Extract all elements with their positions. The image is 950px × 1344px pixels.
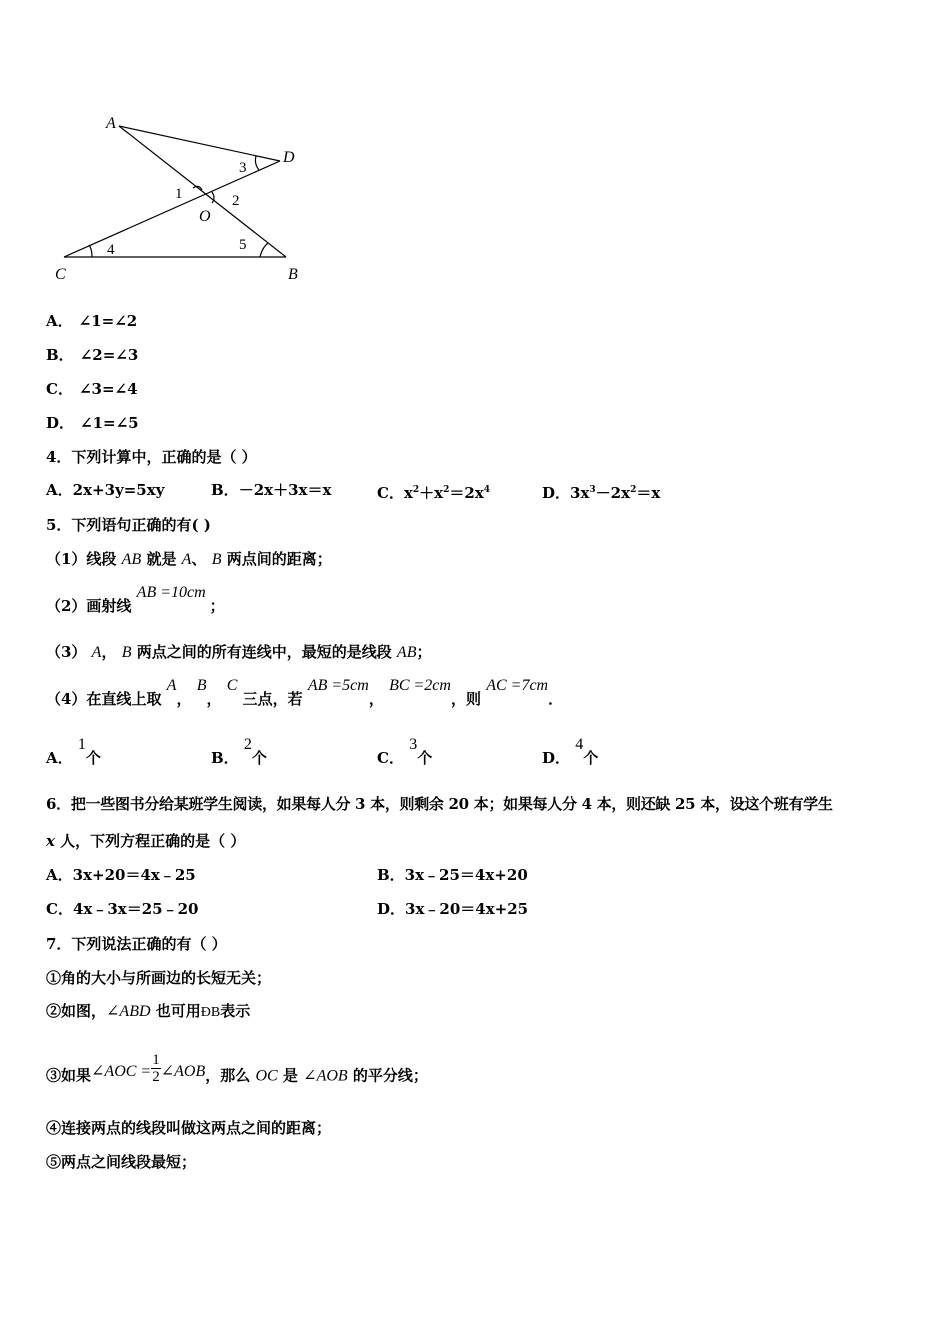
q6-stem-line-2: x 人，下列方程正确的是（ ） [46, 832, 246, 850]
q3-option-d: D． ∠1=∠5 [46, 414, 139, 432]
q7-statement-2: ②如图，∠ABD 也可用ÐB表示 [46, 1002, 251, 1020]
arc-angle-5 [260, 243, 268, 257]
label-o: O [199, 208, 211, 225]
segment-ab [119, 126, 286, 257]
arc-angle-2 [212, 192, 214, 203]
q6-option-c: C．4x﹣3x＝25﹣20 [46, 900, 199, 918]
label-angle-2: 2 [232, 193, 240, 209]
label-a: A [106, 115, 116, 132]
q6-options-row-1 [46, 865, 906, 887]
q5-statement-4: （4）在直线上取 A， B， C 三点，若 AB =5cm， BC =2cm，则 AC =7cm． [46, 677, 564, 708]
label-d: D [283, 149, 295, 166]
q6-option-b: B．3x﹣25＝4x+20 [377, 866, 528, 884]
q3-option-b: B． ∠2=∠3 [46, 346, 139, 364]
fraction-one-half: $\frac{1}{2}$ [152, 1052, 160, 1085]
q5-stem: 5．下列语句正确的有( ) [46, 516, 211, 534]
q6-option-a: A．3x+20＝4x﹣25 [46, 866, 196, 884]
q4-option-a: A．2x+3y=5xy [46, 481, 165, 499]
geometry-figure [0, 0, 950, 300]
q5-options [46, 736, 906, 770]
q3-option-a: A． ∠1=∠2 [46, 312, 138, 330]
q6-options-row-2 [46, 899, 906, 921]
label-angle-5: 5 [239, 237, 247, 253]
q5-statement-3: （3） A， B 两点之间的所有连线中，最短的是线段 AB； [46, 643, 432, 661]
segment-cd [64, 161, 280, 257]
q5-statement-2: （2）画射线 AB =10cm； [46, 584, 225, 615]
q7-statement-1: ①角的大小与所画边的长短无关； [46, 969, 272, 987]
arc-angle-3 [255, 156, 259, 170]
q6-option-d: D．3x﹣20＝4x+25 [377, 900, 529, 918]
q4-options [46, 480, 906, 502]
q4-stem: 4．下列计算中，正确的是（ ） [46, 448, 257, 466]
q4-option-c: C．$x^2+x^2=2x^4$ [377, 484, 491, 502]
q4-option-b: B．－2x＋3x＝x [211, 481, 332, 499]
q6-stem-line-1: 6．把一些图书分给某班学生阅读，如果每人分 3 本，则剩余 20 本；如果每人分 4 本，则还缺 25 本，设这个班有学生 [46, 795, 833, 813]
q4-option-d: D．$3x^3-2x^2=x$ [542, 484, 661, 502]
q3-option-c: C． ∠3=∠4 [46, 380, 138, 398]
q5-option-c: C． 3个 [377, 736, 433, 767]
q7-statement-4: ④连接两点的线段叫做这两点之间的距离； [46, 1119, 332, 1137]
arc-angle-4 [89, 245, 92, 257]
q5-statement-1: （1）线段 AB 就是 A、 B 两点间的距离； [46, 550, 332, 568]
label-angle-4: 4 [107, 242, 115, 258]
label-b: B [288, 266, 298, 283]
segment-ad [119, 126, 280, 161]
q7-statement-3: ③如果∠AOC = $\frac{1}{2}$ ∠AOB，那么 OC 是 ∠AOB 的平分线； [46, 1052, 428, 1085]
q5-option-b: B． 2个 [211, 736, 267, 767]
q5-option-a: A． 1个 [46, 736, 101, 767]
q7-stem: 7．下列说法正确的有（ ） [46, 935, 227, 953]
label-c: C [55, 266, 66, 283]
q5-option-d: D． 4个 [542, 736, 599, 767]
label-angle-1: 1 [175, 186, 183, 202]
label-angle-3: 3 [239, 160, 247, 176]
q7-statement-5: ⑤两点之间线段最短； [46, 1153, 197, 1171]
